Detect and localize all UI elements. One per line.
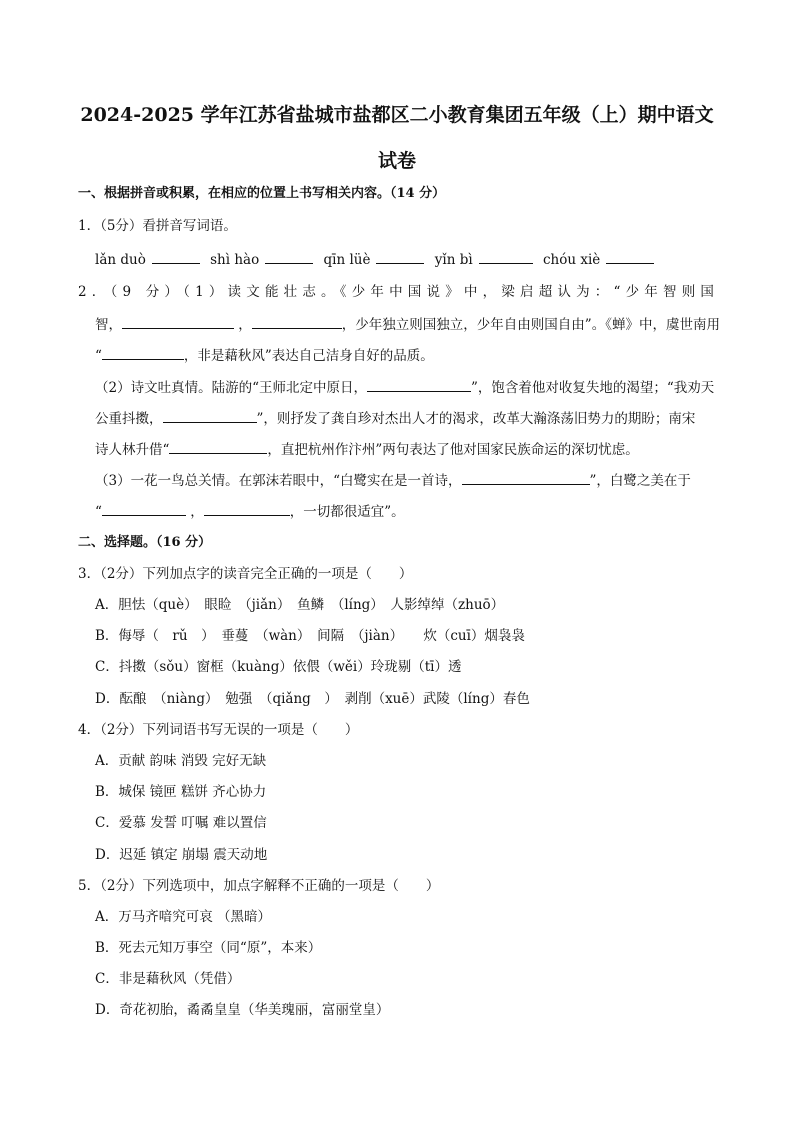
q2-text: “ bbox=[95, 504, 102, 520]
q1-stem: 1．（5分）看拼音写词语。 bbox=[78, 218, 237, 234]
q2-text: ，非是藉秋风”表达自己洁身自好的品质。 bbox=[183, 348, 434, 364]
section1-heading: 一、根据拼音或积累，在相应的位置上书写相关内容。（14 分） bbox=[78, 186, 446, 201]
q4-option-b: B．城保 镜匣 糕饼 齐心协力 bbox=[95, 784, 267, 800]
q2-text: ， bbox=[238, 317, 252, 333]
q5-option-c: C．非是藉秋风（凭借） bbox=[95, 971, 241, 987]
exam-title-continued: 试卷 bbox=[377, 150, 416, 172]
answer-blank[interactable] bbox=[265, 249, 313, 264]
q2-text: ”，饱含着他对收复失地的渴望；“我劝天 bbox=[471, 380, 715, 396]
q3-option-a: A．胆怯（què） 眼睑 （jiǎn） 鱼鳞 （líng） 人影绰绰（zhuō） bbox=[95, 597, 505, 613]
q2-line7 bbox=[95, 470, 691, 491]
answer-blank[interactable] bbox=[102, 345, 184, 360]
q2-line6 bbox=[95, 439, 639, 460]
exam-title: 2024-2025 学年江苏省盐城市盐都区二小教育集团五年级（上）期中语文 bbox=[80, 104, 714, 126]
q2-text: “ bbox=[95, 348, 102, 364]
q2-line1: 2．（9 分）（1）读文能壮志。《少年中国说》中，梁启超认为：“少年智则国 bbox=[78, 284, 720, 300]
answer-blank[interactable] bbox=[367, 377, 471, 392]
pinyin-1: lǎn duò bbox=[95, 252, 146, 268]
q2-text: ，少年独立则国独立，少年自由则国自由”。《蝉》中，虞世南用 bbox=[341, 317, 720, 333]
answer-blank[interactable] bbox=[204, 501, 290, 516]
q3-option-c: C．抖擞（sǒu）窗框（kuàng）依偎（wěi）玲珑剔（tī）透 bbox=[95, 659, 462, 675]
q4-stem: 4．（2分）下列词语书写无误的一项是（ ） bbox=[78, 722, 359, 738]
q2-text: ，直把杭州作汴州”两句表达了他对国家民族命运的深切忧虑。 bbox=[267, 442, 639, 458]
q2-line5 bbox=[95, 408, 695, 429]
pinyin-4: yǐn bì bbox=[434, 252, 473, 268]
q2-text: 公重抖擞， bbox=[95, 411, 163, 427]
q2-text: （2）诗文吐真情。陆游的“王师北定中原日， bbox=[95, 380, 367, 396]
answer-blank[interactable] bbox=[122, 314, 234, 329]
pinyin-2: shì hào bbox=[210, 252, 260, 268]
pinyin-5: chóu xiè bbox=[542, 252, 601, 268]
q4-option-c: C．爱慕 发誓 叮嘱 难以置信 bbox=[95, 815, 267, 831]
answer-blank[interactable] bbox=[169, 439, 267, 454]
answer-blank[interactable] bbox=[252, 314, 342, 329]
answer-blank[interactable] bbox=[462, 470, 590, 485]
q3-option-b: B．侮辱（ rǔ ） 垂蔓 （wàn） 间隔 （jiàn） 炊（cuī）烟袅袅 bbox=[95, 628, 525, 644]
q5-stem: 5．（2分）下列选项中，加点字解释不正确的一项是（ ） bbox=[78, 878, 440, 894]
q2-line3 bbox=[95, 345, 434, 366]
answer-blank[interactable] bbox=[152, 249, 200, 264]
q3-option-d: D．酝酿 （niàng） 勉强 （qiǎng ） 剥削（xuē）武陵（líng）春色 bbox=[95, 691, 530, 707]
q4-option-d: D．迟延 镇定 崩塌 震天动地 bbox=[95, 847, 268, 863]
q5-option-a: A．万马齐喑究可哀 （黑暗） bbox=[95, 909, 272, 925]
pinyin-3: qīn lüè bbox=[323, 252, 371, 268]
q1-pinyin-row bbox=[95, 249, 654, 270]
q2-text: 诗人林升借“ bbox=[95, 442, 170, 458]
q2-text: ， bbox=[190, 504, 204, 520]
q4-option-a: A．贡献 韵味 消毁 完好无缺 bbox=[95, 753, 267, 769]
q2-line4 bbox=[95, 377, 714, 398]
answer-blank[interactable] bbox=[479, 249, 533, 264]
q2-text: ”，则抒发了龚自珍对杰出人才的渴求，改革大瀚涤荡旧势力的期盼；南宋 bbox=[256, 411, 696, 427]
q2-text: ”，白鹭之美在于 bbox=[589, 473, 691, 489]
answer-blank[interactable] bbox=[102, 501, 186, 516]
q2-text: ，一切都很适宜”。 bbox=[289, 504, 405, 520]
answer-blank[interactable] bbox=[163, 408, 257, 423]
q2-text: 智， bbox=[95, 317, 122, 333]
q5-option-d: D．奇花初胎，矞矞皇皇（华美瑰丽，富丽堂皇） bbox=[95, 1002, 390, 1018]
answer-blank[interactable] bbox=[606, 249, 654, 264]
section2-heading: 二、选择题。（16 分） bbox=[78, 535, 212, 550]
answer-blank[interactable] bbox=[376, 249, 424, 264]
q2-text: （3）一花一鸟总关情。在郭沫若眼中，“白鹭实在是一首诗， bbox=[95, 473, 462, 489]
q2-line8 bbox=[95, 501, 405, 522]
q3-stem: 3．（2分）下列加点字的读音完全正确的一项是（ ） bbox=[78, 566, 413, 582]
q5-option-b: B．死去元知万事空（同“原”，本来） bbox=[95, 940, 322, 956]
q2-line2 bbox=[95, 314, 720, 335]
